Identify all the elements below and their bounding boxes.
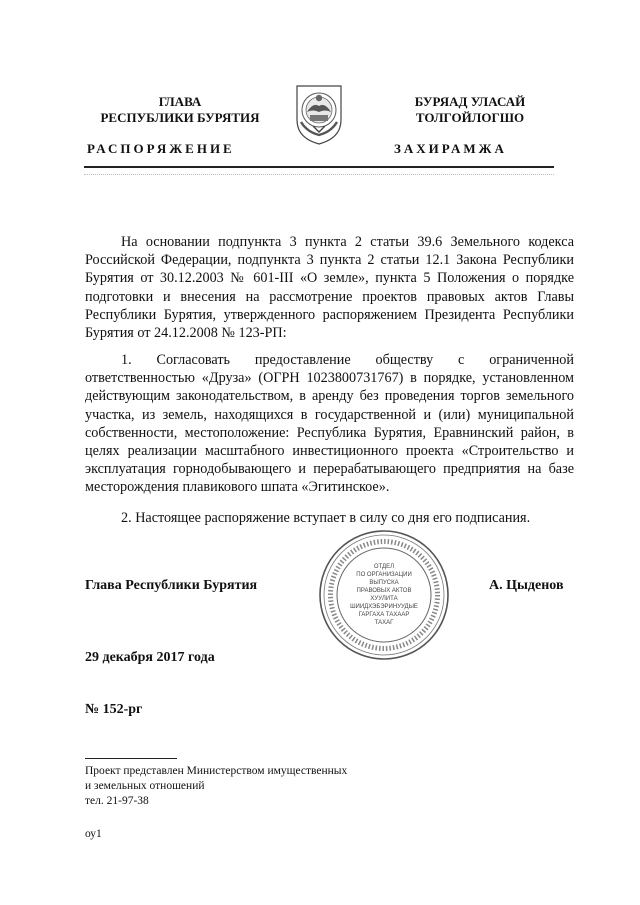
document-number: № 152-рг — [85, 702, 143, 717]
footnote-rule — [85, 758, 177, 759]
document-code: оу1 — [85, 828, 102, 840]
header-left-line2: РЕСПУБЛИКИ БУРЯТИЯ — [100, 110, 260, 125]
stamp-line-1: ОТДЕЛ — [373, 564, 395, 570]
footnote-line-1: Проект представлен Министерством имущественных — [85, 765, 348, 777]
signatory-title: Глава Республики Бурятия — [85, 578, 258, 593]
header-right-line1: БУРЯАД УЛАСАЙ — [414, 94, 526, 109]
footnote-line-2: и земельных отношений — [85, 780, 205, 792]
header-left-line1: ГЛАВА — [158, 94, 202, 109]
official-seal-icon — [316, 527, 452, 663]
signatory-name: А. Цыденов — [489, 578, 564, 593]
header-right-block — [370, 94, 570, 126]
body-paragraph-1: На основании подпункта 3 пункта 2 статьи 39.6 Земельного кодекса Российской Федерации, подпункта 3 пункта 2 статьи 12.1 Закона Республики Бурятия от 30.12.2003 № 601-III «О земле», пункта 5 Положения о порядке подготовки и внесения на рассмотрение проектов правовых актов Главы Республики Бурятия, утвержденного распоряжением Президента Республики Бурятия от 24.12.2008 № 123-РП: — [85, 234, 574, 342]
stamp-line-8: ТАХАГ — [374, 620, 394, 626]
document-date: 29 декабря 2017 года — [85, 650, 215, 665]
stamp-line-5: ХУУЛИТА — [370, 596, 398, 602]
body-paragraph-2: 1. Согласовать предоставление обществу с ограниченной ответственностью «Друза» (ОГРН 1023800731767) в порядке, установленном действующим законодательством, в аренду без проведения торгов земельного участка, из земель, находящихся в государственной и (или) муниципальной собственности, местоположение: Республика Бурятия, Еравнинский район, в целях реализации масштабного инвестиционного проекта «Строительство и эксплуатация горнодобывающего и перерабатывающего предприятия на базе месторождения плавикового шпата «Эгитинское». — [85, 352, 574, 496]
body-paragraph-3: 2. Настоящее распоряжение вступает в силу со дня его подписания. — [121, 510, 531, 526]
header-left-block — [80, 94, 280, 126]
doc-type-right: ЗАХИРАМЖА — [394, 141, 507, 156]
header-rule — [84, 166, 554, 168]
stamp-line-6: ШИИДХЭБЭРИНУУДЫЕ — [350, 604, 418, 610]
stamp-line-4: ПРАВОВЫХ АКТОВ — [356, 588, 412, 594]
header-right-line2: ТОЛГОЙЛОГШО — [415, 110, 525, 125]
republic-emblem-icon — [291, 82, 347, 146]
stamp-line-2: ПО ОРГАНИЗАЦИИ — [356, 572, 412, 578]
stamp-line-7: ГАРГАХА ТАХААР — [358, 612, 410, 618]
header-dotted-rule — [84, 174, 554, 175]
doc-type-left: РАСПОРЯЖЕНИЕ — [87, 141, 235, 156]
footnote-block — [85, 764, 347, 809]
footnote-phone: тел. 21-97-38 — [85, 795, 149, 807]
stamp-line-3: ВЫПУСКА — [369, 580, 399, 586]
